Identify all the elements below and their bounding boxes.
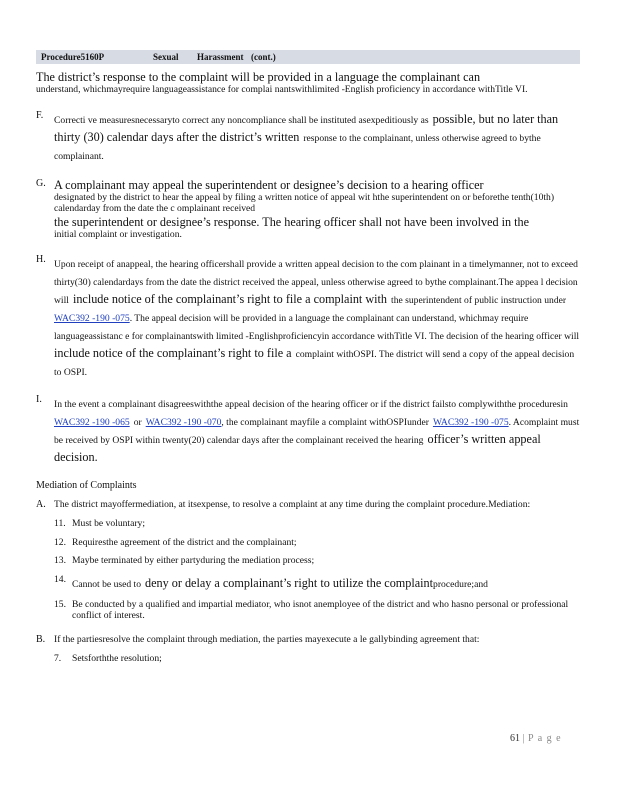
list-item-text: Be conducted by a qualified and impartial mediator, who isnot anemployee of the district and who hasno personal or professional conflict of interest. (72, 598, 569, 621)
intro-line-1: The district’s response to the complaint will be provided in a language the complainant can (36, 70, 481, 84)
list-item-text: Requiresthe agreement of the district and the complainant; (72, 536, 297, 548)
procedure-header (36, 50, 580, 64)
mediation-heading: Mediation of Complaints (36, 480, 137, 491)
list-item-number: 15. (54, 598, 66, 610)
list-item-text: Must be voluntary; (72, 518, 146, 529)
section-h-part3: the superintendent of public instruction under (391, 295, 567, 306)
list-item-number: 13. (54, 555, 66, 566)
list-item (54, 599, 580, 622)
footer-separator: | (522, 733, 526, 744)
wac-392-190-065-link[interactable]: WAC392 -190 -065 (54, 417, 130, 428)
list-item-text-large: deny or delay a complainant’s right to utilize the complaint (145, 575, 434, 590)
list-item (54, 574, 580, 592)
section-g-part2: designated by the district to hear the appeal by filing a written notice of appeal wit hthe superintendent on or beforethe tenth(10th) calendarday from the date the c omplainant received (54, 191, 555, 214)
header-word-sexual: Sexual (153, 52, 179, 62)
section-h-label: H. (36, 254, 46, 265)
list-item-number: 14. (54, 573, 66, 585)
mediation-list (36, 518, 580, 622)
header-word-harassment: Harassment (197, 52, 244, 62)
mediation-section-b (36, 634, 580, 646)
section-g-part1: A complainant may appeal the superintendent or designee’s decision to a hearing officer (54, 177, 484, 192)
mediation-a-text: The district mayoffermediation, at itsexpense, to resolve a complaint at any time during the complaint procedure.Mediation: (54, 499, 531, 510)
list-item-text: Cannot be used to (72, 578, 142, 590)
list-item (54, 653, 580, 665)
section-g-part4: initial complaint or investigation. (54, 228, 182, 240)
list-item-number: 7. (54, 652, 62, 664)
section-i-part3: . Acomplaint must be received by OSPI within twenty(20) calendar days after the complainant received the hearing (54, 417, 580, 446)
mediation-section-a (36, 499, 580, 511)
page-footer (510, 733, 562, 744)
section-i-or: or (133, 417, 142, 428)
section-f-part3: response to the complainant, unless otherwise agreed to bythe complainant. (54, 132, 541, 162)
wac-392-190-075-link[interactable]: WAC392 -190 -075 (54, 313, 130, 324)
intro-paragraph (36, 70, 580, 96)
section-g-label: G. (36, 177, 46, 189)
section-g-part3: the superintendent or designee’s response. The hearing officer shall not have been involved in the (54, 214, 530, 229)
section-h-part1: Upon receipt of anappeal, the hearing officershall provide a written appeal decision to the com plainant in a timelymanner, not to exceed thirty(30) calendardays from the date the district received the appeal, unless otherwise agreed to bythe complainant.The appea l decision will (54, 259, 578, 306)
section-i (36, 394, 580, 466)
section-h-part4: . The appeal decision will be provided in a language the complainant can understand, whichmay require languageassistanc e for complainantswith limited -Englishproficiencyin accordance withTitle VI. The decision of the hearing officer will (54, 313, 580, 342)
list-item-text: Maybe terminated by either partyduring the mediation process; (72, 555, 315, 566)
section-i-label: I. (36, 394, 42, 405)
list-item (54, 537, 580, 549)
procedure-number: Procedure5160P (41, 52, 105, 62)
section-h-part5: include notice of the complainant’s right to file a (54, 346, 292, 360)
document-page (36, 50, 580, 664)
section-i-part1: In the event a complainant disagreeswiththe appeal decision of the hearing officer or if the district failsto complywiththe proceduresin (54, 399, 568, 410)
header-cont: (cont.) (251, 52, 276, 62)
section-i-part2: , the complainant mayfile a complaint withOSPIunder (221, 417, 429, 428)
mediation-a-label: A. (36, 499, 46, 510)
mediation-b-text: If the partiesresolve the complaint through mediation, the parties mayexecute a le gallybinding agreement that: (54, 633, 480, 645)
section-i-part4: officer’s written appeal decision. (54, 432, 541, 464)
footer-page-label: P a g e (528, 733, 562, 744)
wac-392-190-070-link[interactable]: WAC392 -190 -070 (145, 417, 222, 428)
intro-rest: understand, whichmayrequire languageassistance for complai nantswithlimited -English proficiency in accordance withTitle VI. (36, 84, 528, 95)
section-g (36, 178, 580, 241)
list-item (54, 518, 580, 530)
list-item-number: 12. (54, 536, 66, 548)
mediation-b-label: B. (36, 633, 46, 645)
list-item-text: Setsforththe resolution; (72, 652, 162, 664)
section-h (36, 254, 580, 380)
section-f (36, 110, 580, 164)
page-number: 61 (510, 733, 520, 744)
section-f-part2: possible, but no later than thirty (30) calendar days after the district’s written (54, 111, 559, 144)
section-h-part2: include notice of the complainant’s right to file a complaint with (72, 292, 388, 306)
section-f-label: F. (36, 109, 44, 121)
section-h-part6: complaint withOSPI. The district will send a copy of the appeal decision to OSPI. (54, 349, 575, 378)
list-item-text-tail: procedure;and (433, 578, 488, 590)
section-f-part1: Correcti ve measuresnecessaryto correct any noncompliance shall be instituted asexpeditiously as (54, 114, 429, 126)
list-item-number: 11. (54, 518, 66, 529)
list-item (54, 555, 580, 567)
wac-392-190-075-link-2[interactable]: WAC392 -190 -075 (432, 417, 509, 428)
